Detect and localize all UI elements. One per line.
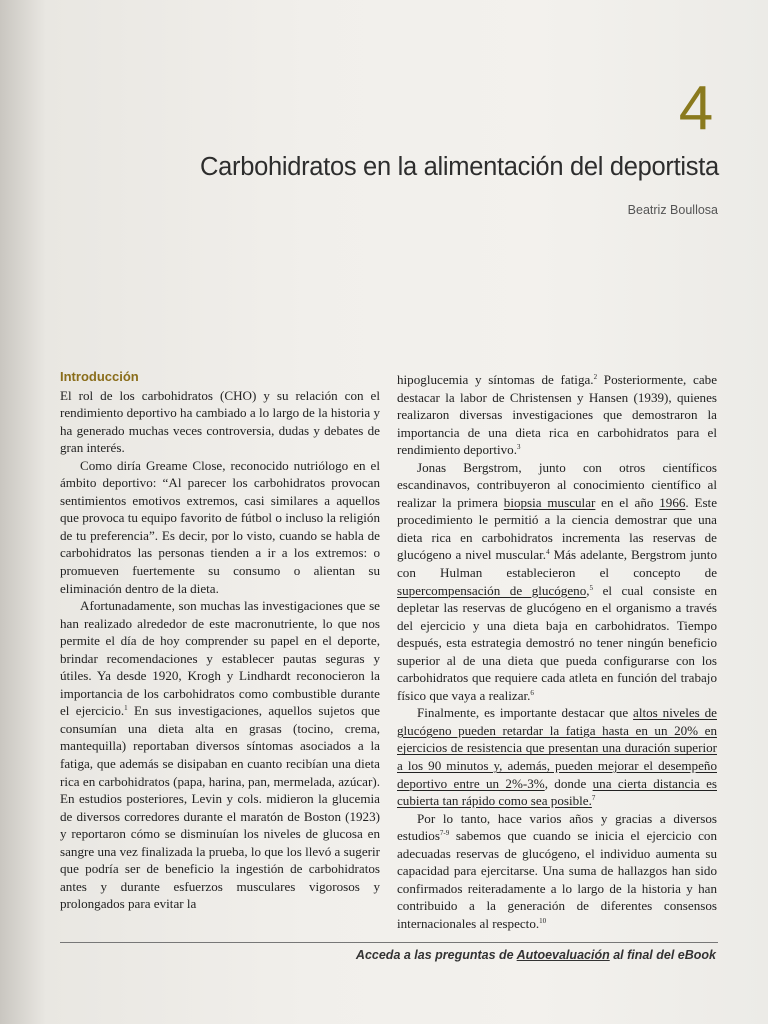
left-column	[60, 368, 380, 913]
reference-marker: 7-9	[439, 829, 450, 838]
reference-marker: 5	[589, 583, 594, 592]
reference-marker: 6	[530, 688, 534, 697]
self-assessment-link[interactable]: Autoevaluación	[516, 948, 610, 962]
underlined-text: supercompensación de glucógeno	[397, 582, 587, 598]
chapter-author: Beatriz Boullosa	[627, 203, 718, 217]
reference-marker: 2	[593, 373, 598, 381]
footer-divider	[60, 942, 718, 943]
paragraph: Afortunadamente, son muchas las investigaciones que se han realizado alrededor de este macronutriente, lo que nos permite el día de hoy comprender su papel en el deporte, brindar recomendaciones y establecer pautas seguras y útiles. Ya desde 1920, Krogh y Lindhardt reconocieron la importancia de los carbohidratos como combustible durante el ejercicio.$^1$ En sus investigaciones, aquellos sujetos que consumían una dieta alta en grasas (tocino, crema, mantequilla) reportaban diversos síntomas asociados a la fatiga, que además se disipaban en cuanto recibían una dieta rica en carbohidratos (papa, harina, pan, mermelada, azúcar). En estudios posteriores, Levin y cols. midieron la glucemia de diversos corredores durante el maratón de Boston (1923) y reportaron cómo se disminuían los niveles de glucosa en sangre una vez finalizada la prueba, lo que los llevó a sugerir que podría ser de beneficio la ingestión de carbohidratos antes y durante esfuerzos musculares vigorosos y prolongados para evitar la	[60, 598, 380, 912]
paragraph: Por lo tanto, hace varios años y gracias a diversos estudios$^{7-9}$ sabemos que cuando se inicia el ejercicio con adecuadas reservas de glucógeno, el individuo aumenta su capacidad para ejercitarse. Una suma de hallazgos han sido confirmados reiteradamente a lo largo de la historia y han contribuido a la generación de diferentes consensos internacionales al respecto.$^{10}$	[397, 810, 717, 931]
reference-marker: 1	[124, 704, 128, 713]
paragraph: Jonas Bergstrom, junto con otros científicos escandinavos, contribuyeron al conocimiento científico al realizar la primera biopsia muscular en el año 1966. Este procedimiento le permitió a la ciencia demostrar que una dieta rica en carbohidratos incrementa las reservas de glucógeno a nivel muscular.$^4$ Más adelante, Bergstrom junto con Hulman establecieron el concepto de supercompensación de glucógeno,$^5$ el cual consiste en depletar las reservas de glucógeno en el organismo a través del ejercicio y una dieta baja en carbohidratos. Tiempo después, esta estrategia demostró no tener ningún beneficio superior al de una dieta que pueda configurarse con los carbohidratos que requiere cada atleta en función del trabajo físico que vaya a realizar.$^6$	[397, 459, 718, 703]
reference-marker: 3	[517, 443, 521, 452]
reference-marker: 10	[539, 916, 547, 925]
paragraph: El rol de los carbohidratos (CHO) y su relación con el rendimiento deportivo ha cambiado a lo largo de la historia y ha generado muchas veces controversia, dudas y debates de gran interés.	[60, 387, 380, 456]
reference-marker: 7	[591, 794, 596, 803]
section-heading: Introducción	[60, 369, 139, 384]
underlined-text: 1966	[659, 494, 686, 510]
underlined-text: altos niveles de glucógeno pueden retardar la fatiga hasta en un 20% en ejercicios de resistencia que presentan una duración superior a los 90 minutos y, además, pueden mejorar el desempeño deportivo entre un 2%-3%	[397, 705, 717, 791]
paragraph: hipoglucemia y síntomas de fatiga.$^2$ Posteriormente, cabe destacar la labor de Christensen y Hansen (1939), quienes realizaron diversas investigaciones que demostraron la importancia de una dieta rica en carbohidratos para el rendimiento deportivo.$^3$	[397, 372, 718, 458]
footer-note: Acceda a las preguntas de Autoevaluación al final del eBook	[355, 948, 716, 962]
chapter-number: 4	[678, 74, 714, 143]
paragraph: Como diría Greame Close, reconocido nutriólogo en el ámbito deportivo: “Al parecer los carbohidratos provocan sentimientos emotivos extremos, casi similares a aquellos que provoca tu equipo favorito de fútbol o incluso la religión de tu preferencia”. Es decir, por lo visto, cuando se habla de carbohidratos las personas tienden a ir a los extremos: o promueven fuertemente su consumo o alientan su eliminación dentro de la dieta.	[60, 457, 380, 596]
underlined-text: una cierta distancia es cubierta tan rápido como sea posible.	[397, 775, 717, 809]
chapter-title: Carbohidratos en la alimentación del deportista	[200, 153, 719, 181]
underlined-text: biopsia muscular	[503, 494, 596, 510]
reference-marker: 4	[546, 548, 550, 557]
right-column	[397, 371, 717, 933]
paragraph: Finalmente, es importante destacar que altos niveles de glucógeno pueden retardar la fatiga hasta en un 20% en ejercicios de resistencia que presentan una duración superior a los 90 minutos y, además, pueden mejorar el desempeño deportivo entre un 2%-3%, donde una cierta distancia es cubierta tan rápido como sea posible.$^7$	[397, 705, 717, 809]
